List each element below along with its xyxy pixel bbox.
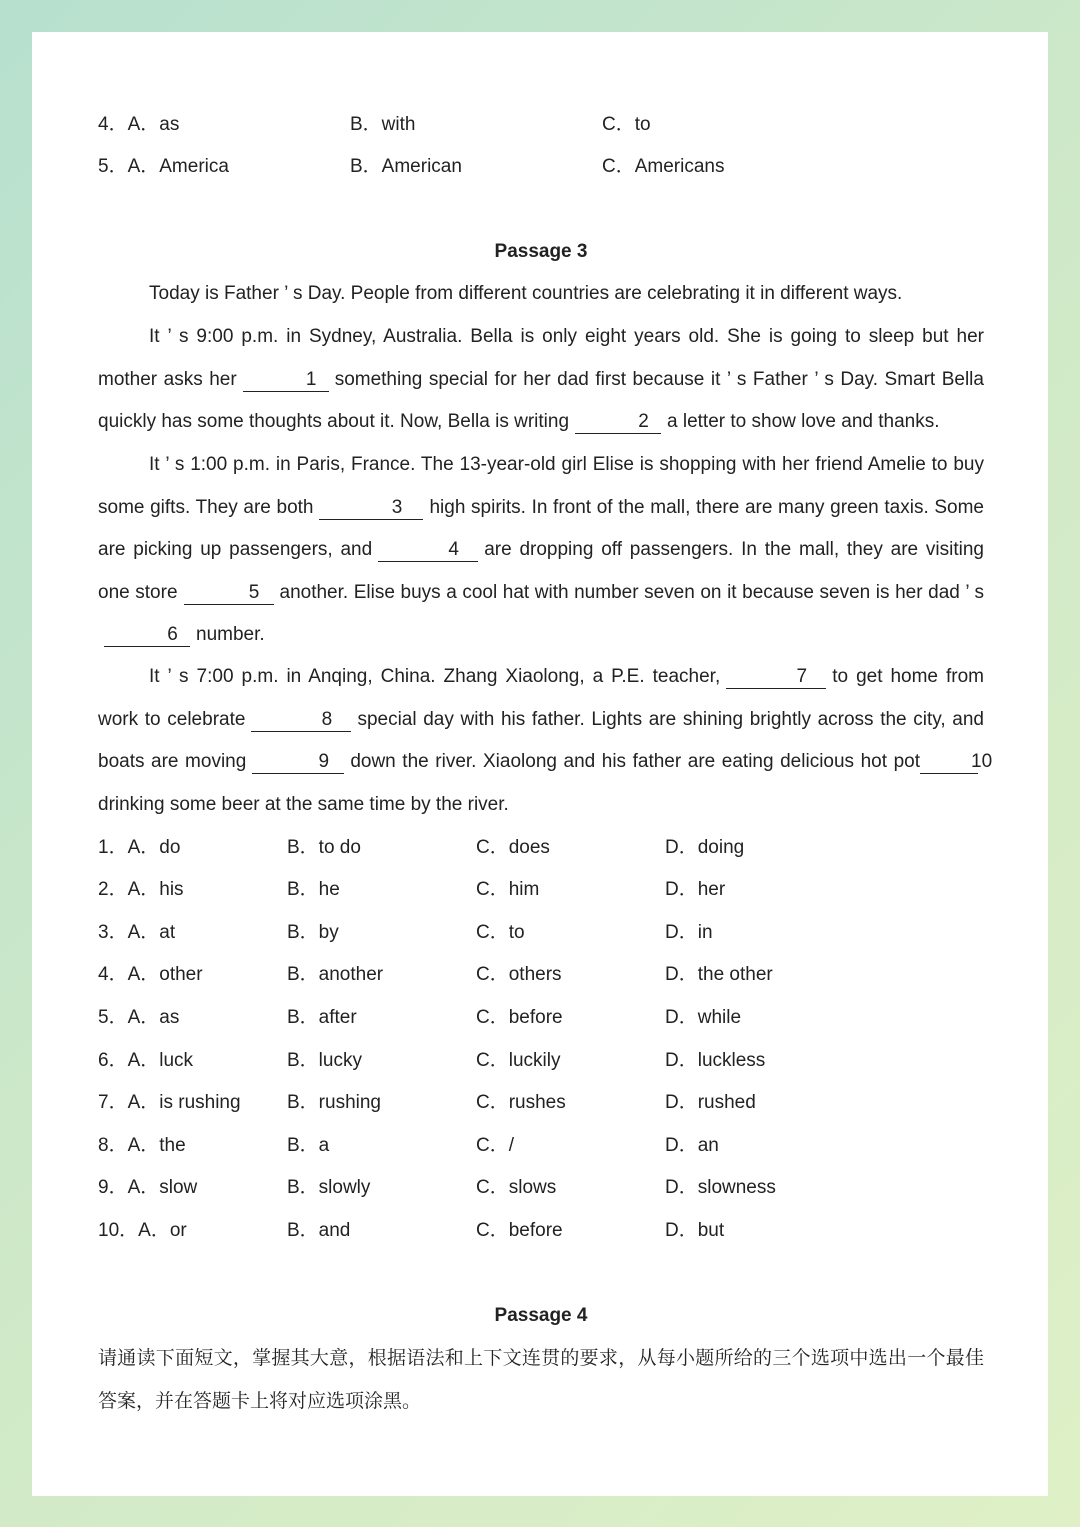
option-d: D．the other xyxy=(665,964,773,985)
option-a: 3．A．at xyxy=(98,922,176,943)
option-b: B．another xyxy=(287,964,384,985)
question-number: 5．A．America xyxy=(98,156,229,177)
option-c: C．to xyxy=(476,922,525,943)
option-d: D．doing xyxy=(665,837,745,858)
blank-6[interactable]: 6 xyxy=(104,624,190,647)
option-a: 2．A．his xyxy=(98,879,184,900)
passage3-title: Passage 3 xyxy=(494,241,588,262)
option-c: C．luckily xyxy=(476,1050,561,1071)
option-b: B．rushing xyxy=(287,1092,381,1113)
option-c: C．Americans xyxy=(602,156,725,177)
blank-5[interactable]: 5 xyxy=(184,582,274,605)
option-d: D．rushed xyxy=(665,1092,756,1113)
option-c: C．him xyxy=(476,879,540,900)
option-a: 9．A．slow xyxy=(98,1177,198,1198)
option-c: C．before xyxy=(476,1007,563,1028)
option-d: D．luckless xyxy=(665,1050,766,1071)
option-b: B．lucky xyxy=(287,1050,362,1071)
option-a: 4．A．other xyxy=(98,964,203,985)
question-number: 4．A．as xyxy=(98,114,180,135)
option-a: 7．A．is rushing xyxy=(98,1092,241,1113)
option-b: B．he xyxy=(287,879,340,900)
option-a: 1．A．do xyxy=(98,837,181,858)
option-b: B．a xyxy=(287,1135,330,1156)
option-d: D．but xyxy=(665,1220,725,1241)
option-d: D．while xyxy=(665,1007,742,1028)
option-b: B．with xyxy=(350,114,416,135)
blank-8[interactable]: 8 xyxy=(251,709,351,732)
blank-2[interactable]: 2 xyxy=(575,411,661,434)
worksheet-page xyxy=(32,32,1048,1496)
option-b: B．American xyxy=(350,156,462,177)
blank-7[interactable]: 7 xyxy=(726,666,826,689)
option-a: 10．A．or xyxy=(98,1220,187,1241)
option-b: B．and xyxy=(287,1220,351,1241)
option-a: 8．A．the xyxy=(98,1135,186,1156)
blank-4[interactable]: 4 xyxy=(378,539,478,562)
option-c: C．rushes xyxy=(476,1092,566,1113)
option-b: B．to do xyxy=(287,837,361,858)
option-d: D．slowness xyxy=(665,1177,776,1198)
option-d: D．in xyxy=(665,922,713,943)
passage4-instruction: 请通读下面短文，掌握其大意，根据语法和上下文连贯的要求，从每小题所给的三个选项中选出一个最佳答案，并在答题卡上将对应选项涂黑。 xyxy=(98,1347,984,1412)
passage3-paragraph-4: It ’ s 7:00 p.m. in Anqing, China. Zhang Xiaolong, a P.E. teacher, 7 to get home from work to celebrate 8 special day with his father. Lights are shining brightly across the city, and boats are moving 9 down the river. Xiaolong and his father are eating delicious hot pot 10drinking some beer at the same time by the river. xyxy=(98,666,993,815)
passage3-paragraph-3: It ’ s 1:00 p.m. in Paris, France. The 13-year-old girl Elise is shopping with her friend Amelie to buy some gifts. They are both 3 high spirits. In front of the mall, there are many green taxis. Some are picking up passengers, and 4 are dropping off passengers. In the mall, they are visiting one store 5 another. Elise buys a cool hat with number seven on it because seven is her dad ’ s6 number. xyxy=(98,454,984,646)
blank-1[interactable]: 1 xyxy=(243,369,329,392)
option-c: C．does xyxy=(476,837,550,858)
option-c: C．others xyxy=(476,964,562,985)
blank-9[interactable]: 9 xyxy=(252,751,344,774)
option-c: C．to xyxy=(602,114,651,135)
passage3-paragraph-2: It ’ s 9:00 p.m. in Sydney, Australia. Bella is only eight years old. She is going to sleep but her mother asks her 1 something special for her dad first because it ’ s Father ’ s Day. Smart Bella quickly has some thoughts about it. Now, Bella is writing 2 a letter to show love and thanks. xyxy=(98,326,984,433)
option-a: 6．A．luck xyxy=(98,1050,194,1071)
option-b: B．slowly xyxy=(287,1177,371,1198)
passage4-title: Passage 4 xyxy=(494,1305,588,1326)
option-a: 5．A．as xyxy=(98,1007,180,1028)
blank-3[interactable]: 3 xyxy=(319,497,423,520)
passage3-paragraph-1: Today is Father ’ s Day. People from different countries are celebrating it in different ways. xyxy=(149,283,903,304)
option-d: D．her xyxy=(665,879,726,900)
option-d: D．an xyxy=(665,1135,719,1156)
option-c: C．before xyxy=(476,1220,563,1241)
option-b: B．after xyxy=(287,1007,357,1028)
option-c: C．slows xyxy=(476,1177,557,1198)
blank-10[interactable]: 10 xyxy=(920,751,978,774)
option-b: B．by xyxy=(287,922,339,943)
option-c: C．/ xyxy=(476,1135,515,1156)
